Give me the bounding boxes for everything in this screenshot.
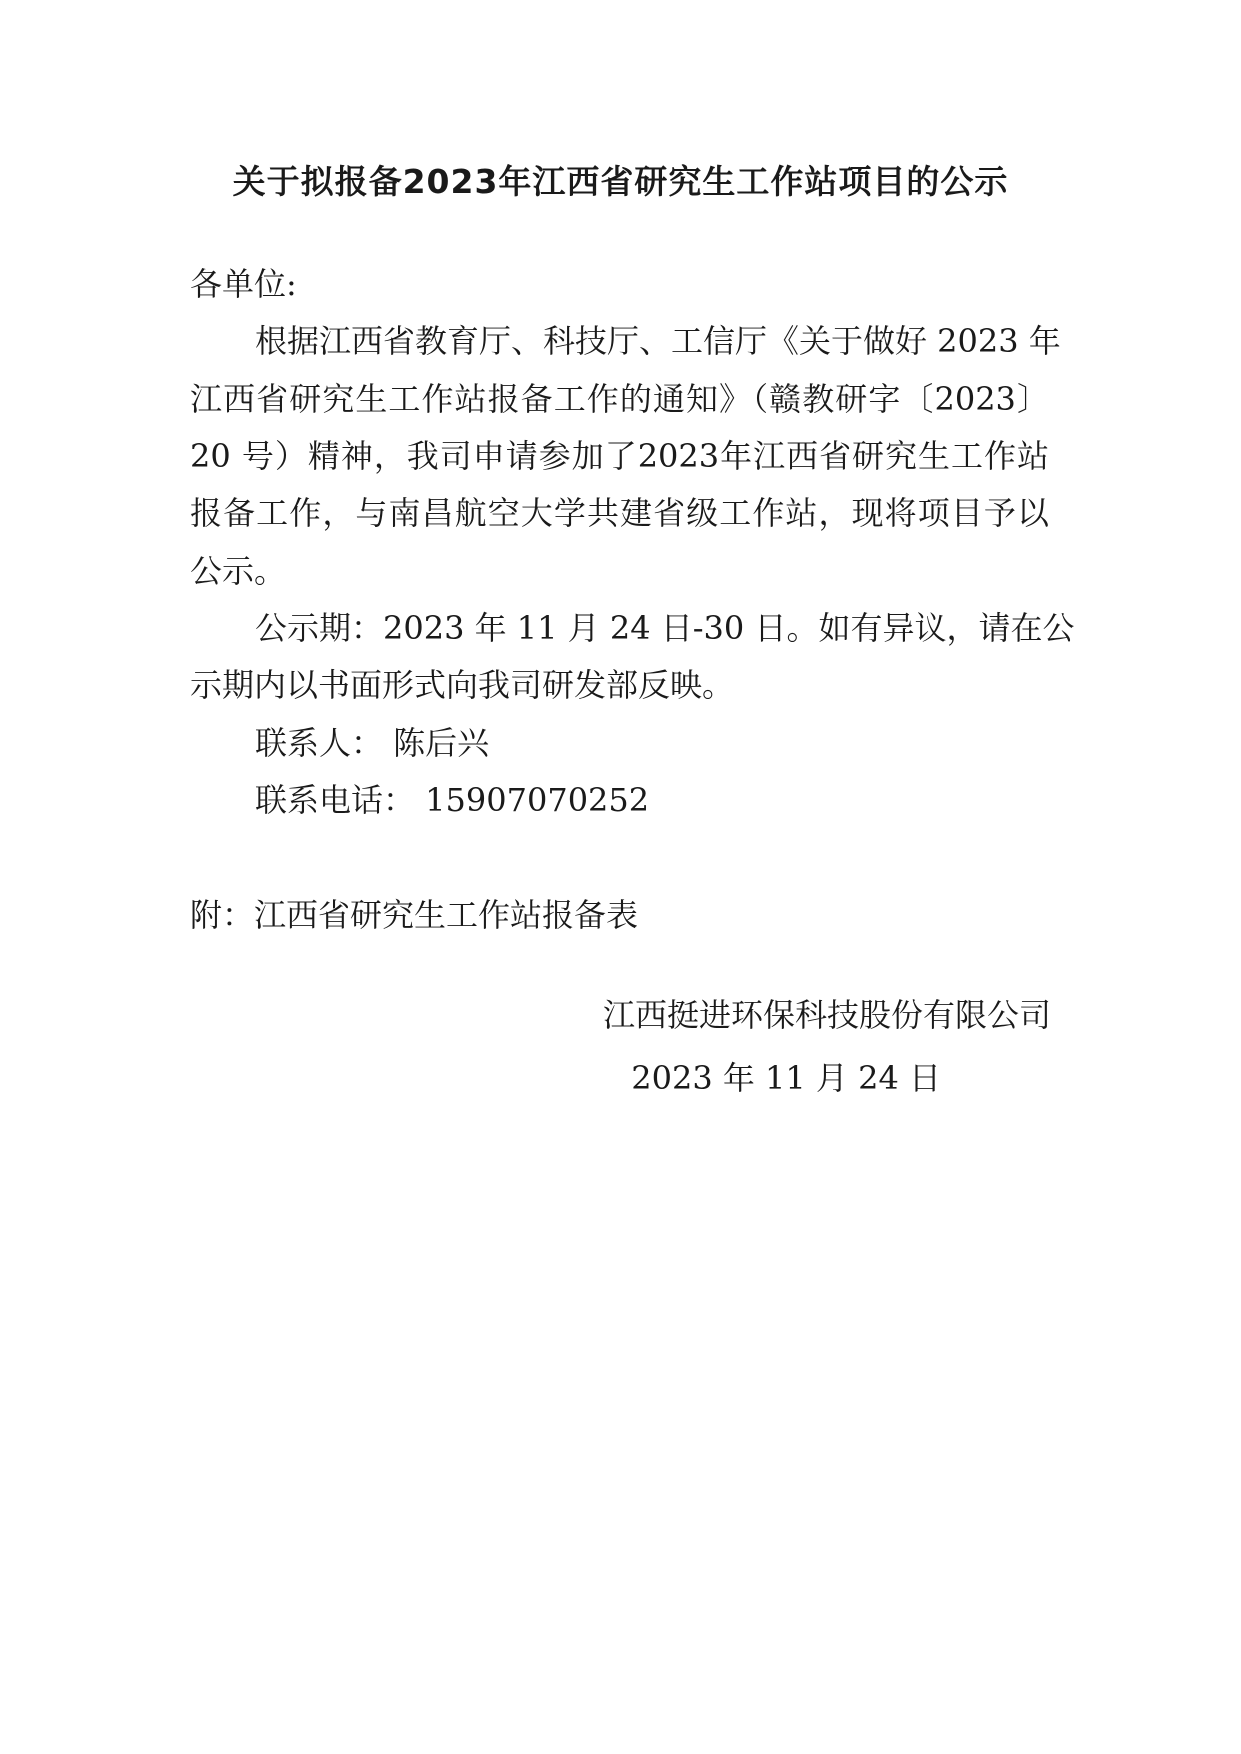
body-line-3: 20 号）精神，我司申请参加了2023年江西省研究生工作站	[190, 437, 1049, 475]
body-line-2: 江西省研究生工作站报备工作的通知》（赣教研字〔2023〕	[190, 380, 1049, 418]
document-title: 关于拟报备2023年江西省研究生工作站项目的公示	[232, 162, 1009, 201]
contact-person: 联系人： 陈后兴	[255, 724, 490, 762]
attachment-note: 附：江西省研究生工作站报备表	[190, 896, 639, 934]
body-line-4: 报备工作，与南昌航空大学共建省级工作站，现将项目予以	[190, 494, 1049, 532]
signature-date: 2023 年 11 月 24 日	[631, 1059, 941, 1097]
period-line-2: 示期内以书面形式向我司研发部反映。	[190, 666, 735, 704]
period-line-1: 公示期：2023 年 11 月 24 日-30 日。如有异议，请在公	[255, 609, 1075, 647]
contact-phone: 联系电话： 15907070252	[255, 781, 650, 819]
signature-company: 江西挺进环保科技股份有限公司	[602, 996, 1051, 1034]
body-line-1: 根据江西省教育厅、科技厅、工信厅《关于做好 2023 年	[255, 322, 1061, 360]
body-line-5: 公示。	[190, 552, 287, 590]
salutation: 各单位:	[190, 265, 297, 303]
